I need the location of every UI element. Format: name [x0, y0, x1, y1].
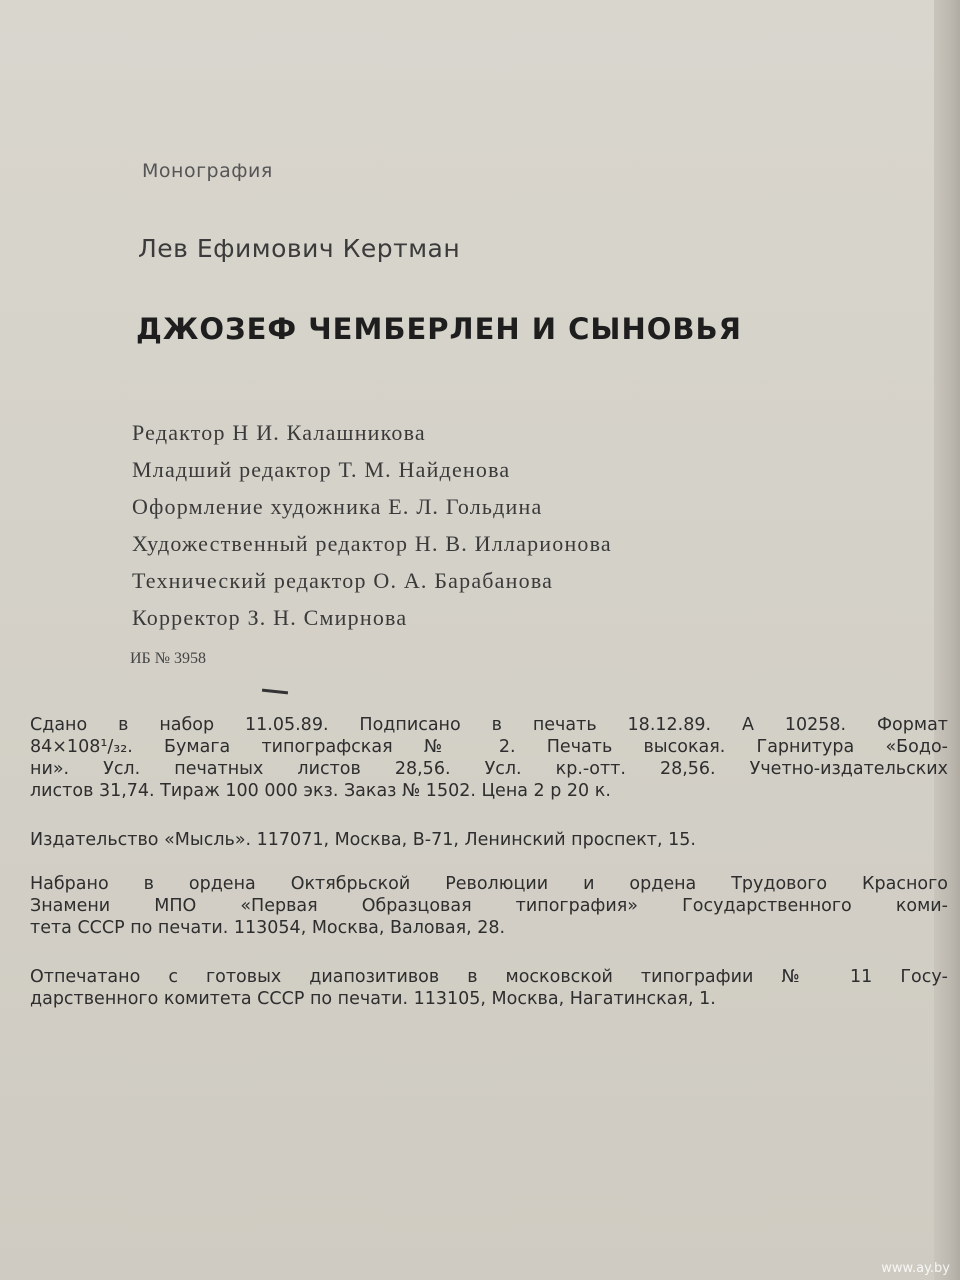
ib-number: ИБ № 3958 — [130, 650, 207, 667]
credits-list — [132, 414, 612, 636]
credit-junior-editor: Младший редактор Т. М. Найденова — [132, 457, 511, 482]
imprint-line: Знамени МПО «Первая Образцовая типография» Государственного коми- — [30, 896, 948, 916]
credit-art-editor: Художественный редактор Н. В. Илларионова — [132, 531, 612, 556]
imprint-print-info — [30, 714, 948, 802]
imprint-line: 84×108¹/₃₂. Бумага типографская № 2. Печать высокая. Гарнитура «Бодо- — [30, 737, 948, 757]
imprint-printed — [30, 966, 948, 1010]
imprint-line: дарственного комитета СССР по печати. 113105, Москва, Нагатинская, 1. — [30, 989, 716, 1009]
imprint-line: листов 31,74. Тираж 100 000 экз. Заказ № 1502. Цена 2 р 20 к. — [30, 781, 611, 801]
credit-tech-editor: Технический редактор О. А. Барабанова — [132, 568, 554, 593]
credit-proofreader: Корректор З. Н. Смирнова — [132, 605, 408, 630]
imprint-line: тета СССР по печати. 113054, Москва, Валовая, 28. — [30, 918, 506, 938]
imprint-line: Сдано в набор 11.05.89. Подписано в печать 18.12.89. А 10258. Формат — [30, 715, 948, 735]
credit-editor: Редактор Н И. Калашникова — [132, 420, 426, 445]
watermark: www.ay.by — [881, 1261, 950, 1276]
imprint-line: Издательство «Мысль». 117071, Москва, В-71, Ленинский проспект, 15. — [30, 830, 696, 850]
book-title: ДЖОЗЕФ ЧЕМБЕРЛЕН И СЫНОВЬЯ — [136, 312, 742, 346]
page-edge — [934, 0, 960, 1280]
imprint-typeset — [30, 873, 948, 939]
genre-label: Монография — [142, 160, 273, 182]
imprint-publisher — [30, 829, 948, 851]
credit-design: Оформление художника Е. Л. Гольдина — [132, 494, 543, 519]
imprint-line: Отпечатано с готовых диапозитивов в московской типографии № 11 Госу- — [30, 967, 948, 987]
divider-dash — [262, 689, 288, 695]
imprint-line: Набрано в ордена Октябрьской Революции и ордена Трудового Красного — [30, 874, 948, 894]
imprint-line: ни». Усл. печатных листов 28,56. Усл. кр.-отт. 28,56. Учетно-издательских — [30, 759, 948, 779]
author-name: Лев Ефимович Кертман — [138, 234, 461, 263]
